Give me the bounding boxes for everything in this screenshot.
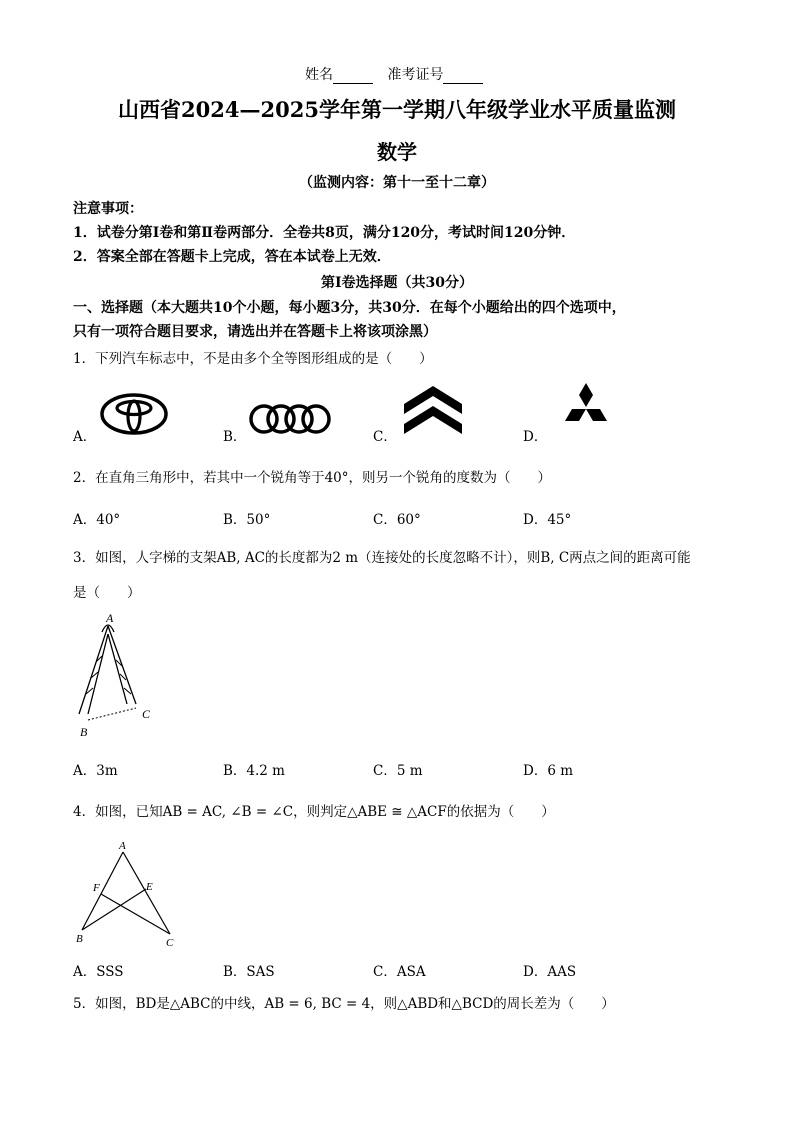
mitsubishi-logo-icon	[555, 383, 617, 435]
q2-option-c: C．60°	[373, 512, 421, 528]
triangle-figure	[70, 838, 190, 950]
tri-label-c: C	[166, 937, 174, 949]
q1-stem: 1．下列汽车标志中，不是由多个全等图形组成的是（ ）	[73, 351, 433, 367]
q4-option-d: D．AAS	[523, 964, 577, 980]
q2-option-a: A．40°	[73, 512, 121, 528]
q3-option-b: B．4.2 m	[223, 763, 285, 779]
name-blank	[333, 71, 373, 84]
candidate-info	[305, 64, 493, 84]
tri-label-e: E	[146, 881, 153, 893]
section-instructions: 只有一项符合题目要求，请选出并在答题卡上将该项涂黑）	[73, 324, 437, 340]
q2-stem: 2．在直角三角形中，若其中一个锐角等于40°，则另一个锐角的度数为（ ）	[73, 470, 552, 486]
ladder-figure	[72, 610, 162, 742]
q1-option-b: B．	[223, 429, 247, 445]
ladder-label-b: B	[80, 725, 88, 739]
part1-title: 第Ⅰ卷选择题（共30分）	[320, 275, 474, 291]
notes-heading: 注意事项：	[73, 201, 143, 217]
chevron-logo-icon	[404, 386, 462, 436]
id-label: 准考证号	[387, 67, 444, 83]
q5-stem: 5．如图，BD是△ABC的中线，AB = 6, BC = 4，则△ABD和△BCD的周长差为（ ）	[73, 996, 615, 1012]
q3-option-d: D．6 m	[523, 763, 574, 779]
q4-stem: 4．如图，已知AB = AC, ∠B = ∠C，则判定△ABE ≅ △ACF的依据为（ ）	[73, 804, 555, 820]
q1-option-d: D．	[523, 429, 548, 445]
note-item: 1．试卷分第Ⅰ卷和第Ⅱ卷两部分．全卷共8页，满分120分，考试时间120分钟．	[73, 225, 576, 241]
id-blank	[443, 71, 483, 84]
section-instructions: 一、选择题（本大题共10个小题，每小题3分，共30分．在每个小题给出的四个选项中，	[73, 300, 626, 316]
toyota-logo-icon	[100, 392, 168, 436]
q3-stem-cont: 是（ ）	[73, 585, 141, 601]
subject-title: 数学	[377, 140, 417, 164]
tri-label-f: F	[93, 882, 100, 894]
q3-option-c: C．5 m	[373, 763, 423, 779]
scope-note: （监测内容：第十一至十二章）	[299, 175, 495, 191]
tri-label-b: B	[76, 933, 83, 945]
q1-option-c: C．	[373, 429, 397, 445]
q3-stem: 3．如图，人字梯的支架AB, AC的长度都为2 m（连接处的长度忽略不计），则B, C两点之间的距离可能	[73, 550, 691, 566]
q1-option-a: A．	[73, 429, 97, 445]
q4-option-a: A．SSS	[73, 964, 124, 980]
ladder-label-a: A	[106, 611, 114, 625]
q2-option-b: B．50°	[223, 512, 271, 528]
tri-label-a: A	[119, 840, 126, 852]
audi-rings-icon	[249, 402, 331, 436]
ladder-label-c: C	[142, 707, 151, 721]
q4-option-c: C．ASA	[373, 964, 426, 980]
q4-option-b: B．SAS	[223, 964, 275, 980]
exam-title: 山西省2024—2025学年第一学期八年级学业水平质量监测	[118, 97, 676, 122]
q3-option-a: A．3m	[73, 763, 118, 779]
q2-option-d: D．45°	[523, 512, 572, 528]
note-item: 2．答案全部在答题卡上完成，答在本试卷上无效．	[73, 249, 391, 265]
name-label: 姓名	[305, 67, 333, 83]
